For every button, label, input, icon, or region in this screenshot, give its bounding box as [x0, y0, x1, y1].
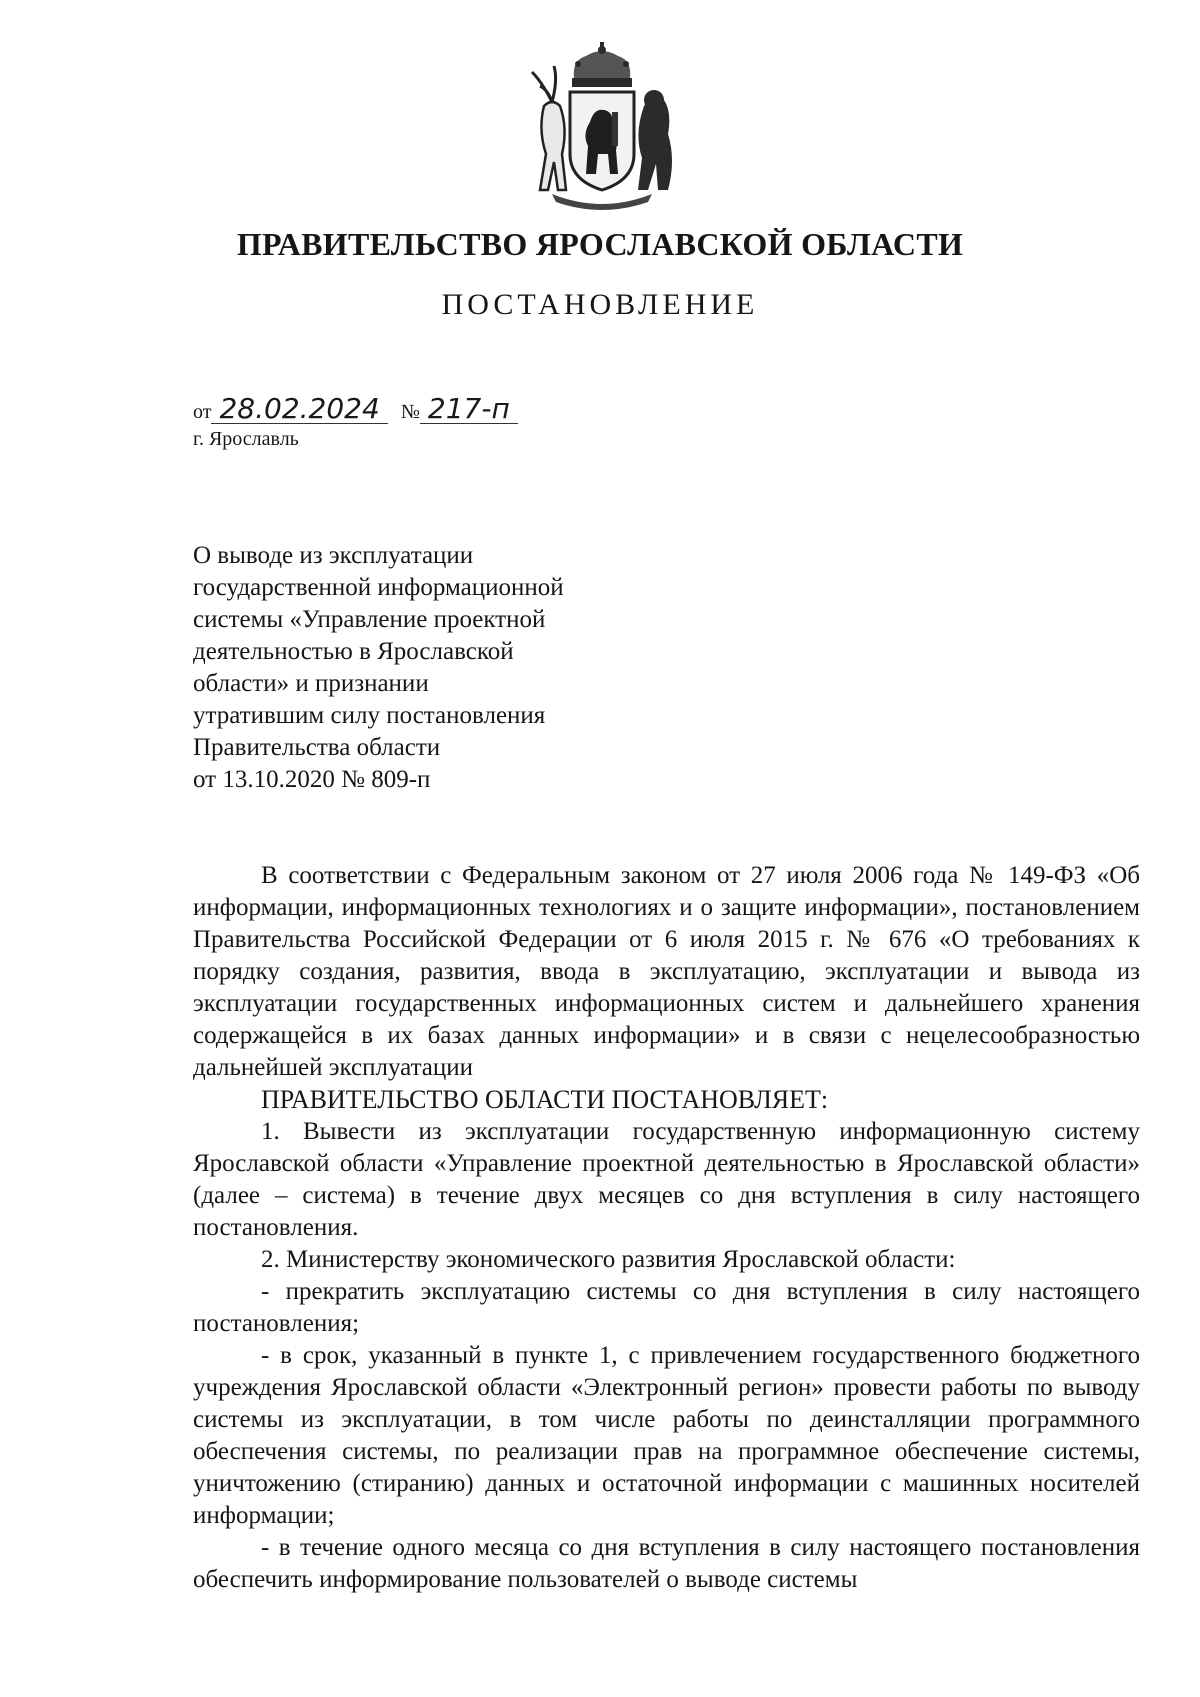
handwritten-number: 217-п — [420, 395, 518, 424]
document-body — [193, 860, 1140, 1596]
subject-line: от 13.10.2020 № 809-п — [193, 766, 431, 793]
subject-line: деятельностью в Ярославской — [193, 638, 514, 665]
subject-line: О выводе из эксплуатации — [193, 542, 474, 569]
coat-of-arms-icon — [522, 42, 682, 210]
number-prefix: № — [400, 401, 420, 423]
subject-line: системы «Управление проектной — [193, 606, 546, 633]
item-2-subitem-2: - в срок, указанный в пункте 1, с привлечением государственного бюджетного учреждения Ярославской области «Электронный регион» провести работы по выводу системы из эксплуатации, в том числе работы по деинсталляции программного обеспечения системы, по реализации прав на программное обеспечение системы, уничтожению (стиранию) данных и остаточной информации с машинных носителей информации; — [193, 1342, 1140, 1529]
item-2-subitem-3: - в течение одного месяца со дня вступления в силу настоящего постановления обеспечить информирование пользователей о выводе системы — [193, 1534, 1140, 1593]
subject-line: Правительства области — [193, 734, 441, 761]
subject-line: утратившим силу постановления — [193, 702, 546, 729]
preamble-paragraph: В соответствии с Федеральным законом от 27 июля 2006 года № 149-ФЗ «Об информации, информационных технологиях и о защите информации», постановлением Правительства Российской Федерации от 6 июля 2015 г. № 676 «О требованиях к порядку создания, развития, ввода в эксплуатацию, эксплуатации и вывода из эксплуатации государственных информационных систем и дальнейшего хранения содержащейся в их базах данных информации» и в связи с нецелесообразностью дальнейшей эксплуатации — [193, 862, 1140, 1081]
subject-line: государственной информационной — [193, 574, 564, 601]
city-line: г. Ярославль — [193, 428, 299, 450]
organization-title: ПРАВИТЕЛЬСТВО ЯРОСЛАВСКОЙ ОБЛАСТИ — [236, 226, 964, 262]
item-2-subitem-1: - прекратить эксплуатацию системы со дня вступления в силу настоящего постановления; — [193, 1278, 1140, 1337]
item-1-paragraph: 1. Вывести из эксплуатации государственную информационную систему Ярославской области «Управление проектной деятельностью в Ярославской области» (далее – система) в течение двух месяцев со дня вступления в силу настоящего постановления. — [193, 1118, 1140, 1241]
handwritten-date: 28.02.2024 — [211, 395, 387, 424]
date-prefix: от — [193, 401, 212, 423]
document-subject — [193, 540, 673, 796]
date-number-line — [193, 392, 518, 425]
item-2-paragraph: 2. Министерству экономического развития Ярославской области: — [261, 1246, 956, 1273]
subject-line: области» и признании — [193, 670, 429, 697]
document-type: ПОСТАНОВЛЕНИЕ — [441, 288, 759, 321]
resolution-heading: ПРАВИТЕЛЬСТВО ОБЛАСТИ ПОСТАНОВЛЯЕТ: — [261, 1085, 829, 1114]
